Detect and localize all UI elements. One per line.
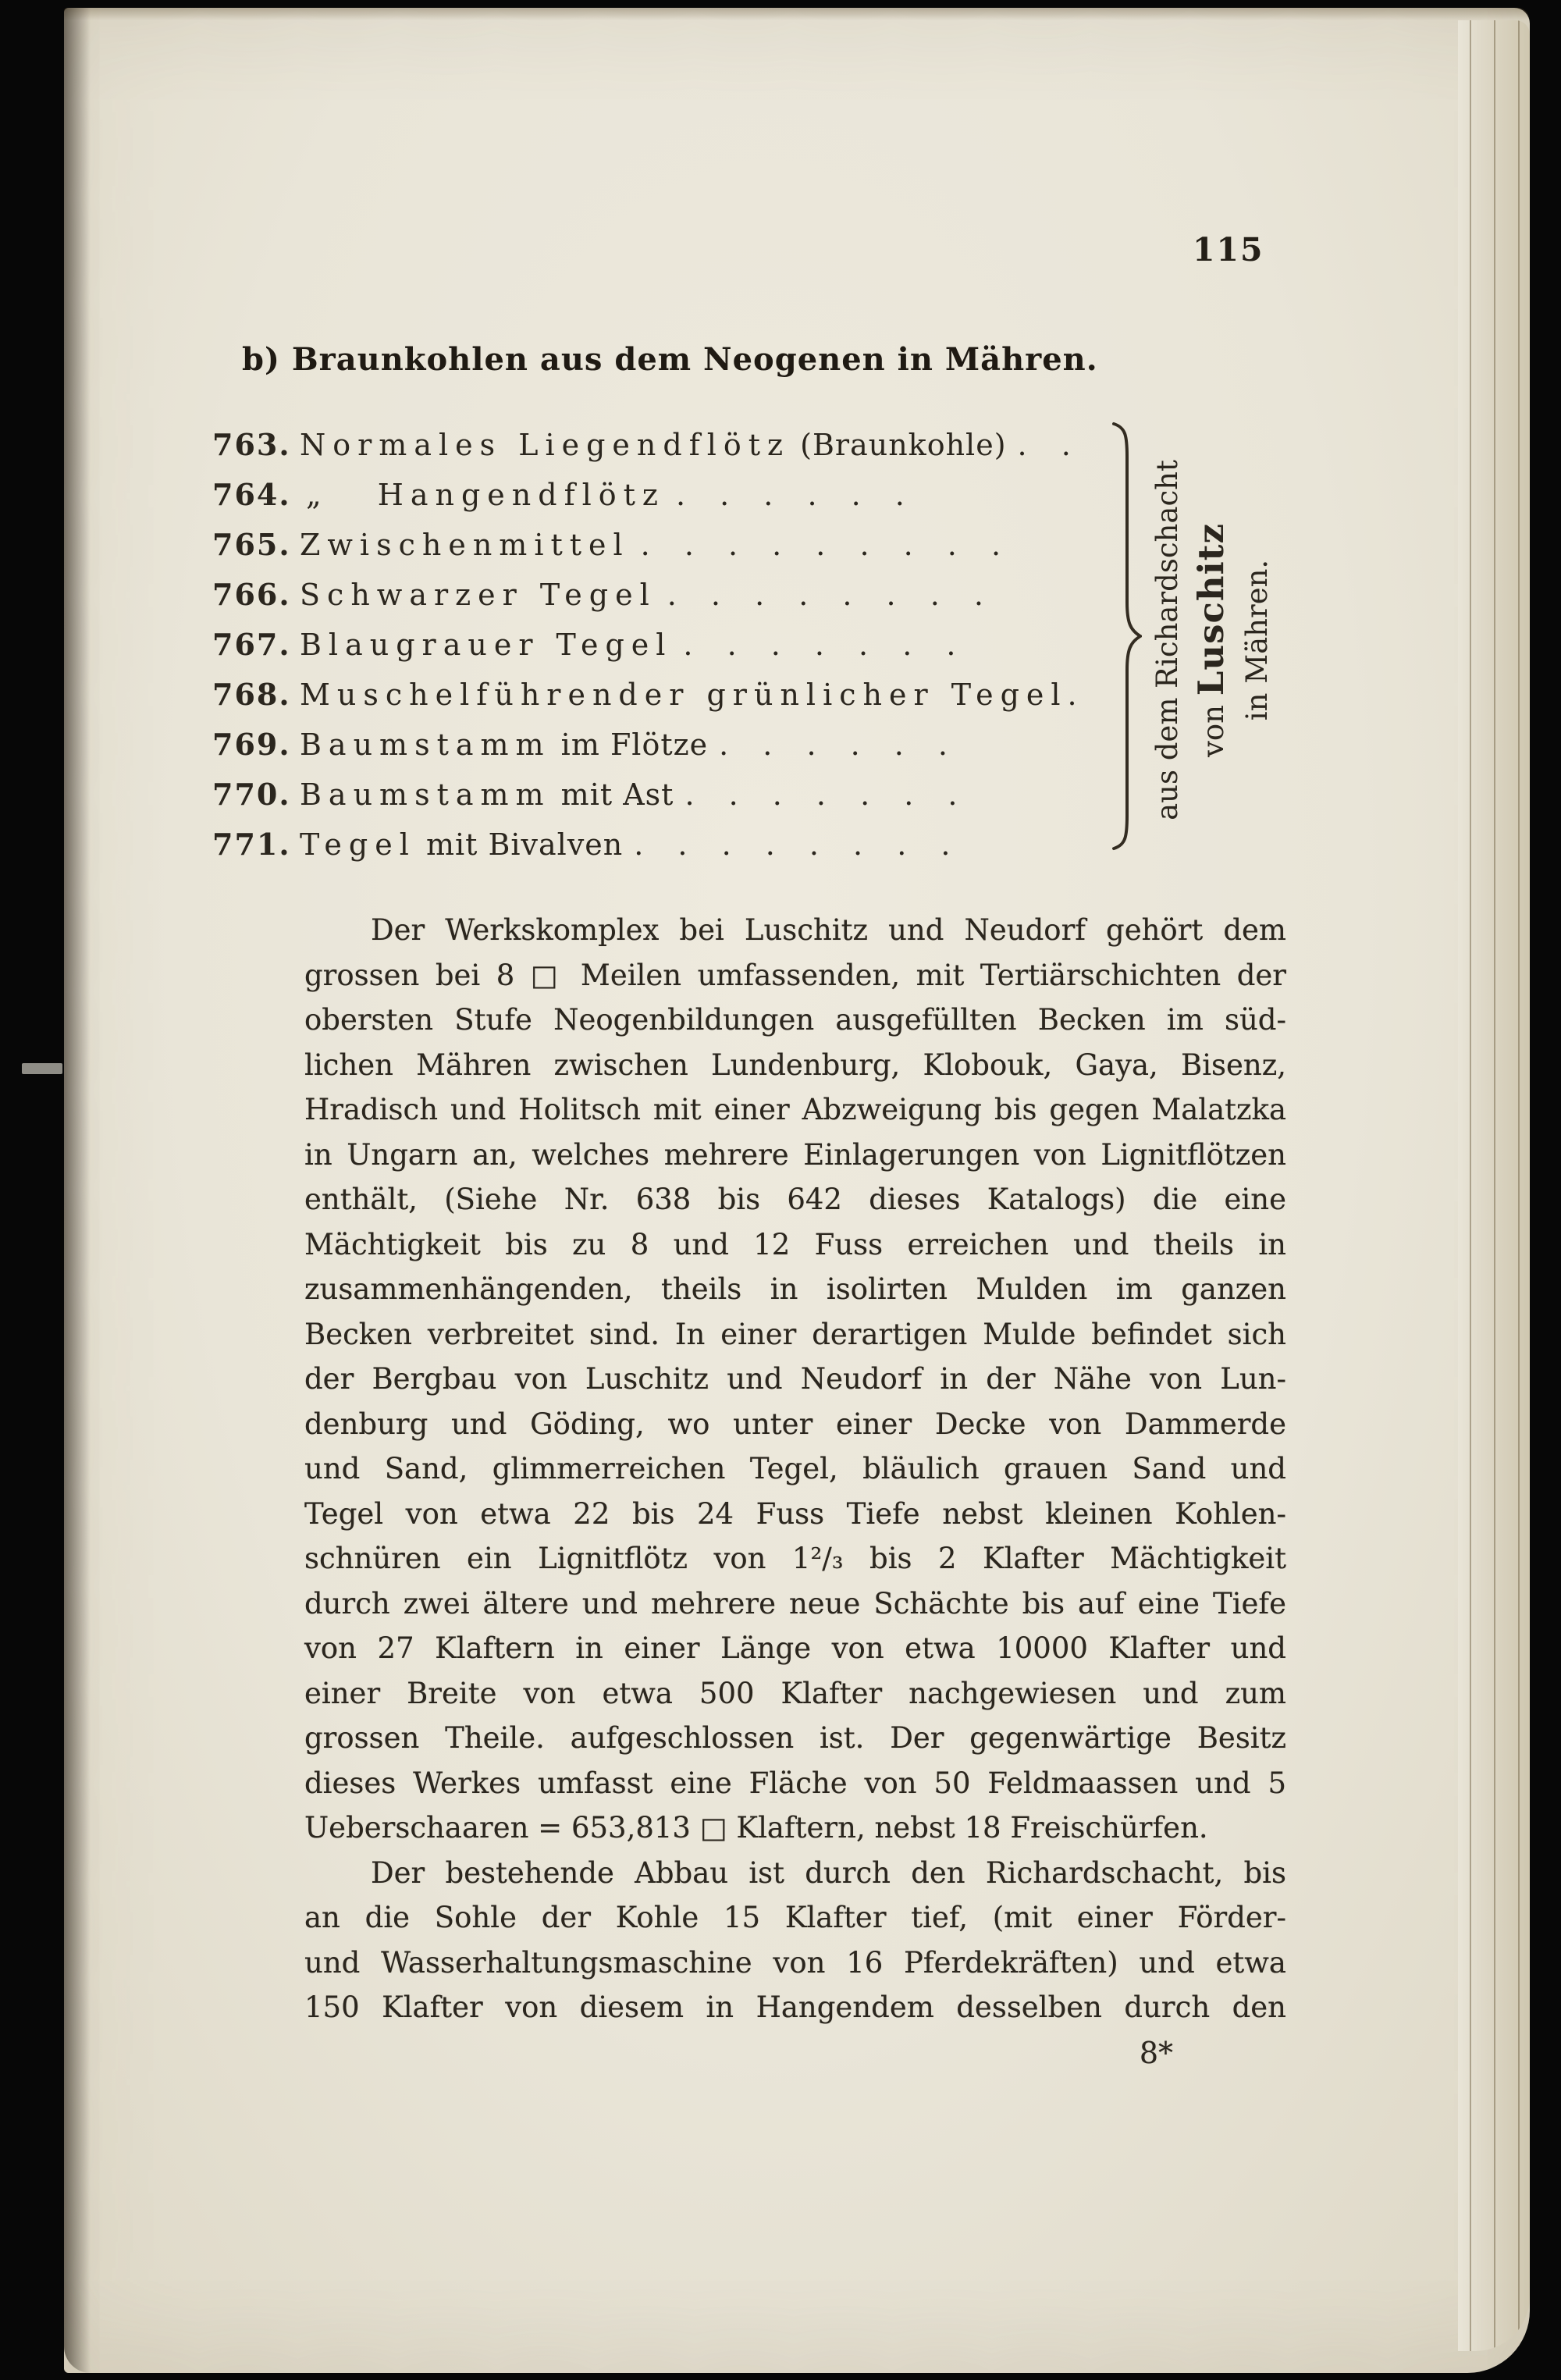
- paragraph-line: grossen bei 8 □ Meilen umfassenden, mit Tertiärschichten der: [304, 958, 1286, 992]
- specimen-name-spaced: Tegel: [300, 827, 416, 862]
- specimen-name-spaced: Schwarzer Tegel: [300, 578, 656, 612]
- paragraph-line: Tegel von etwa 22 bis 24 Fuss Tiefe nebst kleinen Kohlen-: [304, 1496, 1286, 1531]
- signature-mark: 8*: [1139, 2035, 1173, 2070]
- specimen-name-spaced: Baumstamm: [300, 728, 551, 762]
- paragraph-line: enthält, (Siehe Nr. 638 bis 642 dieses Katalogs) die eine: [304, 1183, 1286, 1216]
- specimen-number: 764.: [212, 477, 291, 512]
- body-paragraph-2: [304, 1851, 1286, 2030]
- specimen-name-spaced: Baumstamm: [300, 777, 551, 812]
- paragraph-line: lichen Mähren zwischen Lundenburg, Klobouk, Gaya, Bisenz,: [304, 1048, 1286, 1082]
- specimen-list: [212, 420, 1118, 870]
- specimen-name-spaced: Zwischenmittel: [300, 528, 630, 562]
- paragraph-line: denburg und Göding, wo unter einer Decke von Dammerde: [304, 1407, 1286, 1441]
- paragraph-line: an die Sohle der Kohle 15 Klafter tief, (mit einer Förder-: [304, 1901, 1286, 1934]
- paragraph-line: zusammenhängenden, theils in isolirten Mulden im ganzen: [304, 1272, 1286, 1306]
- specimen-row: [212, 770, 1118, 820]
- paragraph-line: Hradisch und Holitsch mit einer Abzweigung bis gegen Malatzka: [304, 1093, 1286, 1126]
- specimen-number: 770.: [212, 777, 291, 812]
- specimen-row: [212, 620, 1118, 670]
- specimen-number: 766.: [212, 577, 291, 612]
- paragraph-line: und Sand, glimmerreichen Tegel, bläulich grauen Sand und: [304, 1452, 1286, 1485]
- paragraph-line: der Bergbau von Luschitz und Neudorf in der Nähe von Lun-: [304, 1362, 1286, 1396]
- dot-leader: . . . . . . .: [683, 628, 969, 662]
- body-paragraph-1: [304, 908, 1286, 1851]
- specimen-name-spaced: Hangendflötz: [377, 478, 665, 512]
- specimen-name-plain: im Flötze: [550, 728, 709, 762]
- provenance-line-2: [1189, 433, 1236, 847]
- specimen-row: [212, 520, 1118, 570]
- dot-leader: . .: [1017, 428, 1083, 462]
- specimen-row: [212, 570, 1118, 620]
- paragraph-line: schnüren ein Lignitflötz von 1²/₃ bis 2 Klafter Mächtigkeit: [304, 1542, 1286, 1575]
- paragraph-line: Der Werkskomplex bei Luschitz und Neudorf gehört dem: [371, 913, 1286, 947]
- specimen-number: 769.: [212, 727, 291, 762]
- specimen-row: [212, 720, 1118, 770]
- paragraph-line: Der bestehende Abbau ist durch den Richardschacht, bis: [371, 1855, 1286, 1890]
- specimen-name-plain: mit Bivalven: [415, 827, 624, 862]
- book-page-edges: [1458, 20, 1530, 2351]
- dot-leader: . . . . . .: [675, 478, 917, 512]
- provenance-line-2-place: Luschitz: [1190, 522, 1232, 696]
- paragraph-line: von 27 Klaftern in einer Länge von etwa 10000 Klafter und: [304, 1631, 1286, 1665]
- specimen-number: 768.: [212, 677, 291, 712]
- specimen-name-spaced: Normales Liegendflötz: [300, 428, 791, 462]
- paragraph-line: grossen Theile. aufgeschlossen ist. Der gegenwärtige Besitz: [304, 1721, 1286, 1755]
- scanned-page: [64, 8, 1530, 2373]
- paragraph-line: 150 Klafter von diesem in Hangendem desselben durch den: [304, 1990, 1286, 2024]
- provenance-line-2-prefix: von: [1197, 696, 1230, 758]
- body-text: [304, 908, 1286, 2076]
- dot-leader: . . . . . . . . .: [640, 528, 1014, 562]
- specimen-row: [212, 670, 1118, 720]
- paragraph-line: Ueberschaaren = 653,813 □ Klaftern, nebst 18 Freischürfen.: [304, 1811, 1208, 1845]
- specimen-row: [212, 470, 1118, 520]
- specimen-name-plain: mit Ast: [550, 777, 674, 812]
- specimen-name-spaced: Blaugrauer Tegel: [300, 628, 673, 662]
- dot-leader: . . . . . . . .: [667, 578, 996, 612]
- specimen-row: [212, 420, 1118, 470]
- paragraph-line: Becken verbreitet sind. In einer derartigen Mulde befindet sich: [304, 1317, 1286, 1351]
- specimen-number: 763.: [212, 427, 291, 462]
- rotated-provenance-note: [1146, 433, 1280, 847]
- page-number: 115: [1193, 231, 1264, 269]
- scan-artifact: [22, 1063, 62, 1074]
- paragraph-line: in Ungarn an, welches mehrere Einlagerungen von Lignitflötzen: [304, 1137, 1286, 1172]
- specimen-number: 767.: [212, 627, 291, 662]
- specimen-name-spaced: Muschelführender grünlicher Tegel.: [300, 678, 1084, 712]
- section-heading: b) Braunkohlen aus dem Neogenen in Mähren.: [242, 341, 1098, 378]
- specimen-number: 765.: [212, 527, 291, 562]
- paragraph-line: Mächtigkeit bis zu 8 und 12 Fuss erreichen und theils in: [304, 1227, 1286, 1261]
- specimen-number: 771.: [212, 827, 291, 862]
- paragraph-line: durch zwei ältere und mehrere neue Schächte bis auf eine Tiefe: [304, 1586, 1286, 1620]
- specimen-name-plain: (Braunkohle): [790, 428, 1007, 462]
- specimen-row: [212, 820, 1118, 870]
- grouping-brace: [1112, 422, 1142, 851]
- provenance-line-1: aus dem Richardschacht: [1150, 460, 1184, 820]
- provenance-line-3: in Mähren.: [1240, 559, 1274, 721]
- dot-leader: . . . . . .: [719, 728, 960, 762]
- paragraph-line: einer Breite von etwa 500 Klafter nachgewiesen und zum: [304, 1676, 1286, 1710]
- paragraph-line: und Wasserhaltungsmaschine von 16 Pferdekräften) und etwa: [304, 1945, 1286, 1980]
- dot-leader: . . . . . . .: [684, 777, 970, 812]
- dot-leader: . . . . . . . .: [634, 827, 963, 862]
- ditto-mark: „: [306, 478, 322, 512]
- paragraph-line: obersten Stufe Neogenbildungen ausgefüllten Becken im süd-: [304, 1003, 1286, 1037]
- paragraph-line: dieses Werkes umfasst eine Fläche von 50 Feldmaassen und 5: [304, 1766, 1286, 1800]
